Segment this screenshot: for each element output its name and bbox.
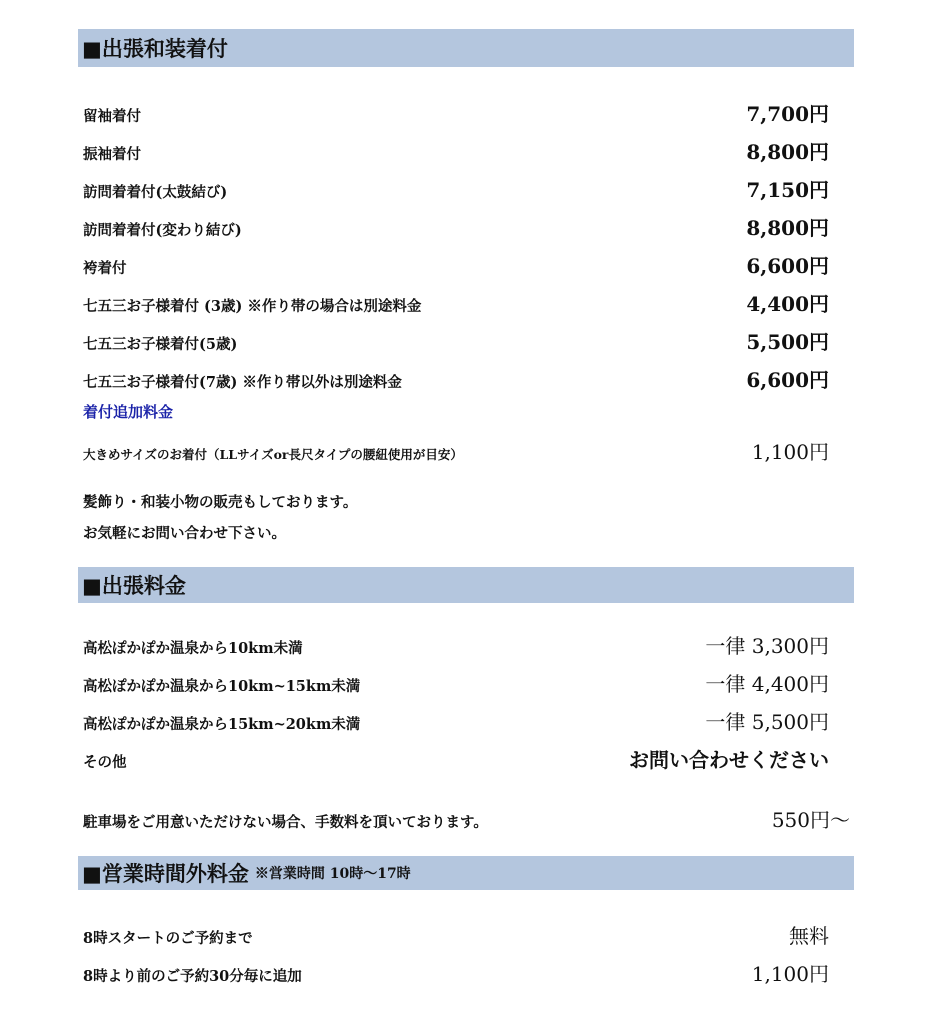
item-price: 550円～ [771,808,850,832]
section-header-travel [78,567,854,603]
note-text: 髪飾り・和装小物の販売もしております。 [83,494,358,511]
price-row [83,250,829,279]
section-title: ■営業時間外料金 [82,861,249,886]
note-text: お気軽にお問い合わせ下さい。 [83,525,286,542]
item-label: 高松ぽかぽか温泉から10km未満 [83,640,303,657]
price-row [83,920,829,949]
item-price: 6,600円 [746,368,829,392]
item-label: 駐車場をご用意いただけない場合、手数料を頂いております。 [83,814,488,831]
item-label: 高松ぽかぽか温泉から15km~20km未満 [83,716,361,733]
item-label: 訪問着着付(太鼓結び) [83,184,228,201]
item-label: 七五三お子様着付 (3歳) ※作り帯の場合は別途料金 [83,298,422,315]
item-price: 7,700円 [746,102,829,126]
item-price: 一律 3,300円 [705,634,829,658]
item-price: 5,500円 [746,330,829,354]
item-label: 七五三お子様着付(7歳) ※作り帯以外は別途料金 [83,374,402,391]
section-title: ■出張料金 [82,573,186,598]
item-label: 8時スタートのご予約まで [83,930,253,947]
item-label: 高松ぽかぽか温泉から10km~15km未満 [83,678,361,695]
item-label: 袴着付 [83,260,127,277]
price-row [83,706,829,735]
item-price: 1,100円 [751,962,829,986]
item-label: 振袖着付 [83,146,141,163]
item-label: 8時より前のご予約30分毎に追加 [83,968,302,985]
item-price: 1,100円 [751,440,829,464]
item-price: お問い合わせください [629,748,829,772]
item-label: 七五三お子様着付(5歳) [83,336,238,353]
price-row [83,136,829,165]
item-price: 無料 [789,924,829,948]
item-price: 一律 5,500円 [705,710,829,734]
item-price: 8,800円 [746,140,829,164]
item-label: 留袖着付 [83,108,141,125]
item-price: 8,800円 [746,216,829,240]
price-row [83,668,829,697]
price-row [83,744,829,773]
item-label: その他 [83,754,127,771]
price-row [83,288,829,317]
business-hours-note: ※営業時間 10時～17時 [254,866,411,882]
item-price: 7,150円 [746,178,829,202]
section-header-overtime [78,856,854,890]
section-title: ■出張和装着付 [82,36,228,61]
price-row [83,174,829,203]
price-row [83,326,829,355]
item-price: 6,600円 [746,254,829,278]
item-price: 一律 4,400円 [705,672,829,696]
price-row [83,98,829,127]
item-label: 訪問着着付(変わり結び) [83,222,242,239]
section-header-dressing [78,29,854,67]
extra-fee-heading: 着付追加料金 [83,403,174,421]
price-row [83,364,829,393]
item-price: 4,400円 [746,292,829,316]
item-label: 大きめサイズのお着付（LLサイズor長尺タイプの腰紐使用が目安） [83,447,463,462]
price-row [83,958,829,987]
price-row [83,436,829,465]
price-row [83,804,850,833]
price-row [83,630,829,659]
price-row [83,212,829,241]
